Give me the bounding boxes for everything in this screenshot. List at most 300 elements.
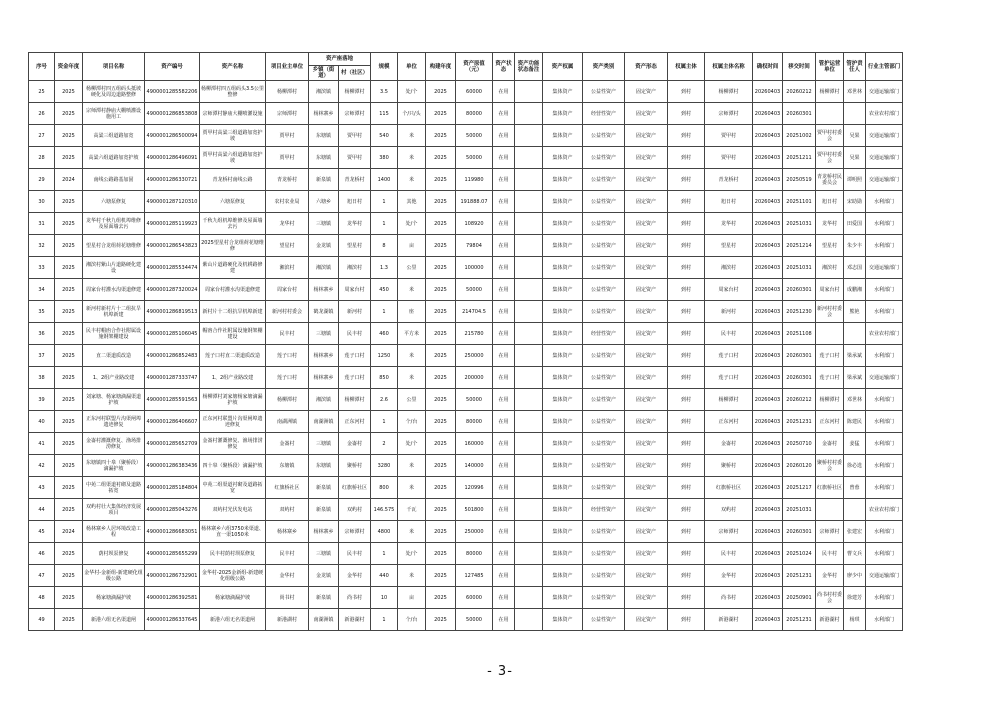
cell-code: 4900001286383436 (145, 455, 200, 477)
cell-rights: 集体资产 (543, 279, 583, 301)
cell-mgr-unit: 民丰村 (816, 543, 844, 565)
cell-func (515, 169, 543, 191)
cell-village: 金崙村 (339, 433, 371, 455)
cell-unit: 处/个 (398, 213, 426, 235)
cell-owner: 杨林寨乡 (266, 521, 309, 543)
cell-value: 80000 (456, 411, 493, 433)
cell-unit: 公里 (398, 257, 426, 279)
cell-func (515, 367, 543, 389)
cell-village: 宗师潭村 (339, 103, 371, 125)
cell-form: 固定资产 (625, 565, 668, 587)
cell-value: 120996 (456, 477, 493, 499)
cell-year: 2025 (55, 543, 83, 565)
cell-year: 2025 (55, 499, 83, 521)
cell-seq: 48 (29, 587, 55, 609)
cell-town: 湘滨镇 (309, 81, 339, 103)
cell-value: 127485 (456, 565, 493, 587)
cell-subject-name: 尚书村 (705, 587, 753, 609)
cell-value: 50000 (456, 609, 493, 631)
cell-form: 固定资产 (625, 389, 668, 411)
cell-category: 公益性资产 (583, 565, 625, 587)
cell-subject-name: 红旗桥社区 (705, 477, 753, 499)
cell-mgr-unit: 金华村 (816, 565, 844, 587)
cell-status: 在用 (493, 565, 515, 587)
cell-town: 六塘乡 (309, 191, 339, 213)
cell-form: 固定资产 (625, 191, 668, 213)
cell-asset: 中苑二组渠道衬砌及道路拓宽 (200, 477, 266, 499)
cell-rights: 集体资产 (543, 499, 583, 521)
cell-handover: 20251031 (783, 257, 816, 279)
cell-village: 宗师潭村 (339, 521, 371, 543)
cell-owner: 湘滨村 (266, 257, 309, 279)
cell-asset: 紫山片道路硬化及机耕路修建 (200, 257, 266, 279)
cell-scale: 1 (371, 609, 398, 631)
cell-name: 荫村坝泵修复 (83, 543, 145, 565)
cell-unit: 亩 (398, 235, 426, 257)
cell-subject: 到村 (668, 169, 705, 191)
cell-confirm: 20260403 (753, 455, 783, 477)
cell-func (515, 587, 543, 609)
cell-form: 固定资产 (625, 455, 668, 477)
cell-town: 鹤龙湖镇 (309, 301, 339, 323)
cell-build: 2025 (426, 81, 456, 103)
cell-confirm: 20260403 (753, 477, 783, 499)
cell-form: 固定资产 (625, 345, 668, 367)
cell-dept: 水利部门 (866, 389, 903, 411)
cell-asset: 杨家塘滴漏护坡 (200, 587, 266, 609)
cell-village: 新港湖村 (339, 609, 371, 631)
cell-mgr-person: 吴果 (844, 147, 866, 169)
cell-subject: 到村 (668, 433, 705, 455)
header-asset-name: 资产名称 (200, 53, 266, 81)
cell-form: 固定资产 (625, 323, 668, 345)
cell-asset: 宗师潭村静庙大棚喷灌设施 (200, 103, 266, 125)
cell-dept: 水利部门 (866, 235, 903, 257)
cell-dept: 交通运输部门 (866, 81, 903, 103)
table-row (29, 147, 903, 169)
cell-year: 2025 (55, 367, 83, 389)
table-row (29, 257, 903, 279)
cell-build: 2025 (426, 609, 456, 631)
header-owner-subject-name: 权属主体名称 (705, 53, 753, 81)
cell-code: 4900001286406607 (145, 411, 200, 433)
cell-subject: 到村 (668, 301, 705, 323)
cell-status: 在用 (493, 499, 515, 521)
cell-village: 杨柳潭村 (339, 81, 371, 103)
cell-value: 200000 (456, 367, 493, 389)
cell-seq: 39 (29, 389, 55, 411)
cell-dept: 水利部门 (866, 609, 903, 631)
cell-subject-name: 正东河村 (705, 411, 753, 433)
cell-name: 杨柳潭村四五组码头抵坡硬化及周边道路整修 (83, 81, 145, 103)
cell-rights: 集体资产 (543, 389, 583, 411)
cell-mgr-person: 邓志国 (844, 257, 866, 279)
cell-mgr-unit (816, 323, 844, 345)
cell-scale: 440 (371, 565, 398, 587)
cell-build: 2025 (426, 565, 456, 587)
cell-unit: 米 (398, 345, 426, 367)
cell-village: 正东河村 (339, 411, 371, 433)
cell-category: 公益性资产 (583, 81, 625, 103)
cell-category: 公益性资产 (583, 191, 625, 213)
cell-confirm: 20260403 (753, 367, 783, 389)
cell-town: 湘滨镇 (309, 389, 339, 411)
cell-handover: 20250519 (783, 169, 816, 191)
cell-mgr-person: 徐必选 (844, 455, 866, 477)
table-row (29, 213, 903, 235)
cell-mgr-person: 田爱国 (844, 213, 866, 235)
cell-village: 周家台村 (339, 279, 371, 301)
cell-category: 公益性资产 (583, 235, 625, 257)
header-industry-dept: 行业主管部门 (866, 53, 903, 81)
cell-rights: 集体资产 (543, 81, 583, 103)
cell-dept: 交通运输部门 (866, 565, 903, 587)
cell-owner: 双屿村 (266, 499, 309, 521)
cell-year: 2025 (55, 609, 83, 631)
cell-rights: 集体资产 (543, 323, 583, 345)
cell-seq: 43 (29, 477, 55, 499)
cell-rights: 集体资产 (543, 543, 583, 565)
cell-mgr-person: 曹文兵 (844, 543, 866, 565)
cell-subject-name: 杨柳潭村 (705, 81, 753, 103)
cell-mgr-unit: 金崙村 (816, 433, 844, 455)
cell-code: 4900001285119923 (145, 213, 200, 235)
cell-code: 4900001285106045 (145, 323, 200, 345)
cell-town: 东塘镇 (309, 147, 339, 169)
cell-town: 金龙镇 (309, 235, 339, 257)
cell-rights: 集体资产 (543, 235, 583, 257)
header-build-year: 构建年度 (426, 53, 456, 81)
cell-name: 刘家塘、杨家塘滴漏渠道护坡 (83, 389, 145, 411)
cell-subject-name: 龙华村 (705, 213, 753, 235)
cell-asset: 新村片十二组抗旱机埠新建 (200, 301, 266, 323)
table-row (29, 389, 903, 411)
cell-mgr-unit: 红旗桥社区 (816, 477, 844, 499)
cell-func (515, 103, 543, 125)
cell-dept: 水利部门 (866, 279, 903, 301)
header-project-name: 项目名称 (83, 53, 145, 81)
cell-unit: 千瓦 (398, 499, 426, 521)
cell-build: 2025 (426, 191, 456, 213)
cell-seq: 35 (29, 301, 55, 323)
cell-village: 龙华村 (339, 213, 371, 235)
cell-asset: 莲子口村直二渠道质改造 (200, 345, 266, 367)
cell-rights: 集体资产 (543, 477, 583, 499)
cell-code: 4900001285582206 (145, 81, 200, 103)
cell-scale: 1250 (371, 345, 398, 367)
cell-scale: 4800 (371, 521, 398, 543)
cell-build: 2025 (426, 147, 456, 169)
cell-dept: 水利部门 (866, 213, 903, 235)
cell-scale: 850 (371, 367, 398, 389)
cell-town: 湘滨镇 (309, 257, 339, 279)
cell-handover: 20250901 (783, 587, 816, 609)
cell-func (515, 213, 543, 235)
cell-mgr-person: 曾蓉 (844, 477, 866, 499)
cell-func (515, 345, 543, 367)
cell-subject: 到村 (668, 521, 705, 543)
cell-code: 4900001286543823 (145, 235, 200, 257)
cell-asset: 贾甲村高粱三组道路加宽护坡 (200, 125, 266, 147)
cell-seq: 31 (29, 213, 55, 235)
cell-func (515, 147, 543, 169)
cell-subject: 到村 (668, 455, 705, 477)
cell-subject-name: 望星村 (705, 235, 753, 257)
cell-rights: 集体资产 (543, 191, 583, 213)
cell-subject: 到村 (668, 411, 705, 433)
cell-asset: 民丰村荫村坝泵修复 (200, 543, 266, 565)
cell-status: 在用 (493, 411, 515, 433)
cell-handover: 20260301 (783, 103, 816, 125)
cell-town: 三塘镇 (309, 323, 339, 345)
cell-code: 4900001287120310 (145, 191, 200, 213)
cell-status: 在用 (493, 521, 515, 543)
table-body (29, 81, 903, 631)
cell-village: 金华村 (339, 565, 371, 587)
cell-village: 贾甲村 (339, 147, 371, 169)
cell-mgr-unit: 杨柳潭村 (816, 389, 844, 411)
cell-build: 2025 (426, 543, 456, 565)
cell-town: 三塘镇 (309, 433, 339, 455)
cell-town: 金龙镇 (309, 565, 339, 587)
cell-value: 100000 (456, 257, 493, 279)
cell-town: 杨林寨乡 (309, 345, 339, 367)
cell-confirm: 20260403 (753, 125, 783, 147)
cell-mgr-person: 谭明照 (844, 169, 866, 191)
cell-mgr-unit: 青龙桥村民委员会 (816, 169, 844, 191)
cell-build: 2025 (426, 279, 456, 301)
cell-dept: 农业农村部门 (866, 499, 903, 521)
cell-mgr-unit: 杨柳潭村 (816, 81, 844, 103)
cell-confirm: 20260403 (753, 169, 783, 191)
cell-asset: 四十皋（聚桥段）滴漏护坡 (200, 455, 266, 477)
cell-year: 2025 (55, 191, 83, 213)
cell-func (515, 81, 543, 103)
cell-year: 2025 (55, 147, 83, 169)
cell-rights: 集体资产 (543, 345, 583, 367)
cell-status: 在用 (493, 389, 515, 411)
cell-scale: 1 (371, 411, 398, 433)
cell-category: 公益性资产 (583, 455, 625, 477)
cell-village: 莲子口村 (339, 367, 371, 389)
cell-seq: 47 (29, 565, 55, 587)
cell-code: 4900001286330721 (145, 169, 200, 191)
cell-handover: 20251101 (783, 191, 816, 213)
cell-func (515, 235, 543, 257)
cell-mgr-unit: 莲子口村 (816, 345, 844, 367)
cell-year: 2024 (55, 169, 83, 191)
cell-status: 在用 (493, 191, 515, 213)
table-row (29, 587, 903, 609)
cell-seq: 25 (29, 81, 55, 103)
cell-subject: 到村 (668, 587, 705, 609)
cell-subject-name: 金华村 (705, 565, 753, 587)
cell-town: 新泉镇 (309, 499, 339, 521)
cell-owner: 杨柳潭村 (266, 389, 309, 411)
cell-mgr-unit: 贾甲村村委会 (816, 125, 844, 147)
cell-scale: 1 (371, 213, 398, 235)
cell-unit: 亩 (398, 587, 426, 609)
cell-scale: 1.3 (371, 257, 398, 279)
cell-unit: 米 (398, 565, 426, 587)
cell-year: 2025 (55, 235, 83, 257)
cell-code: 4900001285043276 (145, 499, 200, 521)
table-row (29, 411, 903, 433)
cell-build: 2025 (426, 455, 456, 477)
cell-scale: 146.575 (371, 499, 398, 521)
cell-status: 在用 (493, 609, 515, 631)
cell-build: 2025 (426, 125, 456, 147)
cell-category: 公益性资产 (583, 411, 625, 433)
cell-handover: 20251231 (783, 565, 816, 587)
cell-subject: 到村 (668, 213, 705, 235)
cell-build: 2025 (426, 499, 456, 521)
cell-func (515, 125, 543, 147)
cell-scale: 540 (371, 125, 398, 147)
cell-value: 79804 (456, 235, 493, 257)
table-row (29, 191, 903, 213)
cell-mgr-person: 梁承斌 (844, 367, 866, 389)
cell-asset: 杨柳潭村四五组码头3.5公里整修 (200, 81, 266, 103)
header-status: 资产状态 (493, 53, 515, 81)
cell-code: 4900001285591563 (145, 389, 200, 411)
cell-village: 民丰村 (339, 543, 371, 565)
cell-mgr-unit: 周家台村 (816, 279, 844, 301)
table-row (29, 433, 903, 455)
cell-handover: 20251217 (783, 477, 816, 499)
cell-owner: 杨柳潭村 (266, 81, 309, 103)
table-row (29, 169, 903, 191)
cell-build: 2025 (426, 367, 456, 389)
cell-confirm: 20260403 (753, 587, 783, 609)
header-town: 乡镇（街道） (309, 66, 339, 81)
cell-func (515, 411, 543, 433)
cell-rights: 集体资产 (543, 103, 583, 125)
cell-mgr-person (844, 323, 866, 345)
cell-seq: 29 (29, 169, 55, 191)
cell-asset: 双屿村光伏发电站 (200, 499, 266, 521)
cell-village: 新河村 (339, 301, 371, 323)
cell-mgr-person: 成鹏湘 (844, 279, 866, 301)
cell-subject-name: 贾甲村 (705, 147, 753, 169)
cell-status: 在用 (493, 147, 515, 169)
cell-subject: 到村 (668, 81, 705, 103)
table-row (29, 125, 903, 147)
cell-owner: 民丰村 (266, 323, 309, 345)
cell-subject: 到村 (668, 609, 705, 631)
cell-rights: 集体资产 (543, 521, 583, 543)
cell-subject: 到村 (668, 191, 705, 213)
cell-form: 固定资产 (625, 587, 668, 609)
cell-town: 东塘镇 (309, 125, 339, 147)
cell-owner: 尚书村 (266, 587, 309, 609)
cell-name: 杨林寨乡人居环境改造工程 (83, 521, 145, 543)
cell-asset: 金崙村灌溉修复、渔场排涝修复 (200, 433, 266, 455)
cell-subject: 到村 (668, 103, 705, 125)
cell-func (515, 455, 543, 477)
cell-build: 2025 (426, 587, 456, 609)
cell-seq: 42 (29, 455, 55, 477)
cell-status: 在用 (493, 279, 515, 301)
cell-value: 250000 (456, 345, 493, 367)
cell-seq: 26 (29, 103, 55, 125)
cell-status: 在用 (493, 587, 515, 609)
cell-handover: 20251024 (783, 543, 816, 565)
cell-owner: 东塘镇 (266, 455, 309, 477)
cell-code: 4900001285184804 (145, 477, 200, 499)
table-row (29, 235, 903, 257)
cell-func (515, 609, 543, 631)
cell-category: 公益性资产 (583, 609, 625, 631)
cell-name: 正东河村联盟片沟渠闸埠遗迹修复 (83, 411, 145, 433)
cell-mgr-unit: 湘滨村 (816, 257, 844, 279)
cell-category: 经营性资产 (583, 499, 625, 521)
cell-status: 在用 (493, 125, 515, 147)
cell-name: 新河村新村片十二组抗旱机埠新建 (83, 301, 145, 323)
cell-status: 在用 (493, 323, 515, 345)
cell-name: 杨家塘滴漏护坡 (83, 587, 145, 609)
cell-seq: 28 (29, 147, 55, 169)
cell-form: 固定资产 (625, 235, 668, 257)
cell-scale: 800 (371, 477, 398, 499)
header-unit: 单位 (398, 53, 426, 81)
cell-status: 在用 (493, 367, 515, 389)
cell-year: 2025 (55, 103, 83, 125)
cell-subject: 到村 (668, 125, 705, 147)
cell-scale: 10 (371, 587, 398, 609)
cell-value: 214704.5 (456, 301, 493, 323)
cell-form: 固定资产 (625, 433, 668, 455)
cell-seq: 40 (29, 411, 55, 433)
cell-confirm: 20260403 (753, 433, 783, 455)
cell-value: 191888.07 (456, 191, 493, 213)
cell-form: 固定资产 (625, 499, 668, 521)
cell-unit: 米 (398, 169, 426, 191)
cell-subject: 到村 (668, 499, 705, 521)
cell-rights: 集体资产 (543, 147, 583, 169)
cell-form: 固定资产 (625, 477, 668, 499)
cell-scale: 1 (371, 191, 398, 213)
cell-code: 4900001286337645 (145, 609, 200, 631)
cell-scale: 3.5 (371, 81, 398, 103)
header-scale: 规模 (371, 53, 398, 81)
cell-seq: 34 (29, 279, 55, 301)
cell-form: 固定资产 (625, 367, 668, 389)
cell-mgr-unit (816, 103, 844, 125)
cell-func (515, 279, 543, 301)
cell-mgr-person: 宋助勋 (844, 191, 866, 213)
cell-unit: 米 (398, 125, 426, 147)
cell-asset: 正东河村联盟片沟渠闸埠遗迹修复 (200, 411, 266, 433)
cell-owner: 龙华村 (266, 213, 309, 235)
cell-scale: 8 (371, 235, 398, 257)
cell-unit: 个/只/头 (398, 103, 426, 125)
cell-town: 新泉镇 (309, 169, 339, 191)
cell-func (515, 477, 543, 499)
cell-name: 新港六组无名渠道闸 (83, 609, 145, 631)
cell-handover: 20260212 (783, 81, 816, 103)
cell-rights: 集体资产 (543, 609, 583, 631)
cell-value: 50000 (456, 279, 493, 301)
cell-confirm: 20260403 (753, 543, 783, 565)
cell-func (515, 521, 543, 543)
cell-town: 杨林寨乡 (309, 279, 339, 301)
header-value: 资产原值（元） (456, 53, 493, 81)
cell-value: 250000 (456, 521, 493, 543)
cell-subject-name: 金崙村 (705, 433, 753, 455)
cell-form: 固定资产 (625, 213, 668, 235)
cell-subject-name: 青龙桥村 (705, 169, 753, 191)
